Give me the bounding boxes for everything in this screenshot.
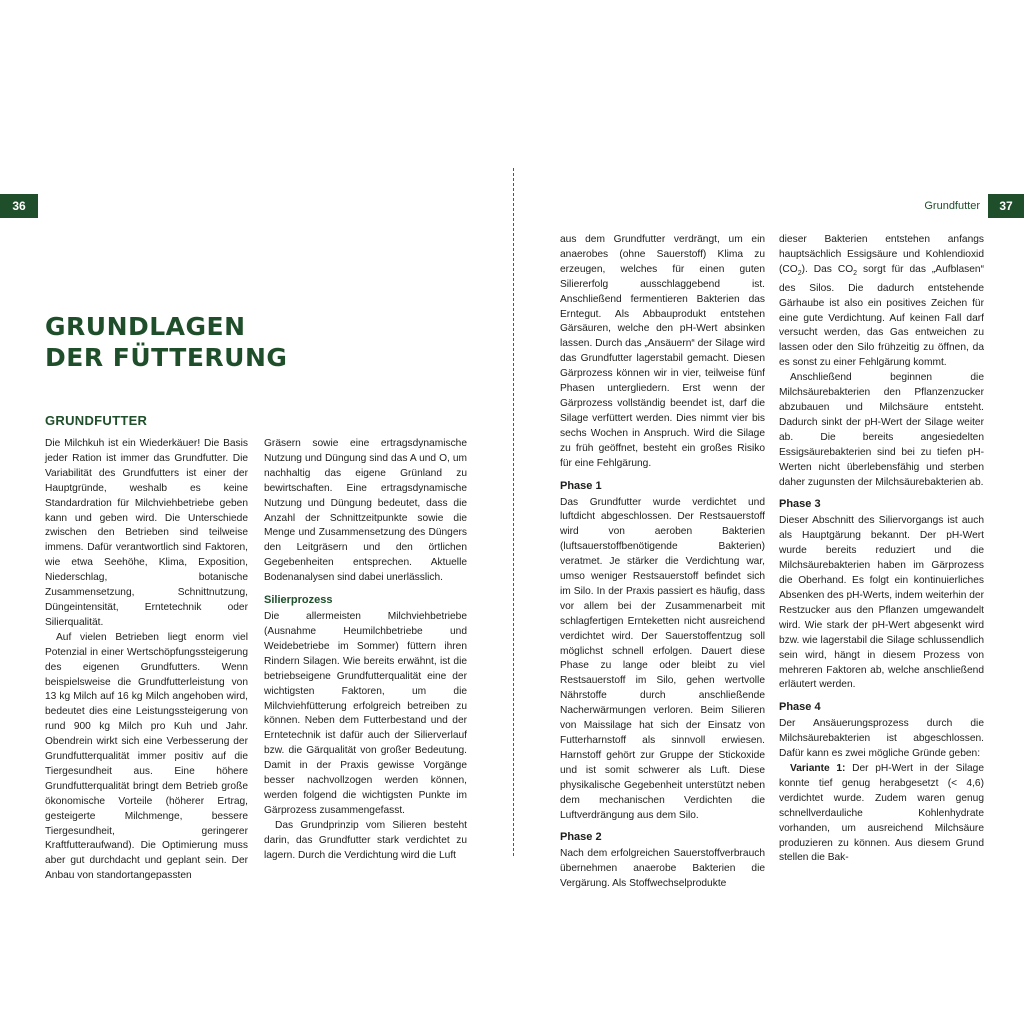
subscript: 2: [853, 269, 858, 277]
text-column-4: [779, 233, 984, 866]
paragraph: Dieser Abschnitt des Siliervorgangs ist auch als Hauptgärung bekannt. Der pH-Wert wurde bereits reduziert und die Milchsäurebakterien haben im Gärprozess die Oberhand. Es folgt ein kontinuierliches Absenken des pH-Werts, indem weiterhin der Restzucker aus den Pflanzen umgewandelt wird. Wie stark der pH-Wert abgesenkt wird bzw. wie lagerstabil die Silage schlussendlich sein wird, hängt in diesem Prozess von mehreren Faktoren ab, welche anschließend erläutert werden.: [779, 515, 984, 691]
paragraph: [779, 233, 984, 371]
text-column-2: [264, 437, 467, 863]
text-run: sorgt für das „Aufblasen“ des Silos. Die dadurch entstehende Gärhaube ist also ein positives Zeichen für eine gute Verdichtung. Auf keinen Fall darf versucht werden, das Gas entweichen zu lassen oder den Silo frühzeitig zu öffnen, da es sonst zu einer Fehlgärung kommt.: [779, 263, 984, 369]
heading-phase-1: Phase 1: [560, 479, 602, 492]
heading-phase-3: Phase 3: [779, 498, 821, 511]
heading-phase-4: Phase 4: [779, 701, 821, 714]
paragraph: Das Grundfutter wurde verdichtet und luftdicht abgeschlossen. Der Restsauerstoff wird von aeroben Bakterien (luftsauerstoffbenötigende Bakterien) veratmet. Je stärker die Verdichtung war, umso weniger Restsauerstoff befindet sich im Silo. In der Praxis passiert es häufig, dass vor allem bei der Zusammenarbeit mit schlagfertigen Ernteketten nicht ausreichend verdichtet wird. Der Sauerstoffentzug soll möglichst schnell erfolgen. Dauert diese Phase zu lange oder bleibt zu viel Restsauerstoff im Silo, gehen wertvolle Nährstoffe durch anschließende Nacherwärmungen verloren. Beim Silieren von Maissilage hat sich der Einsatz von Futterharnstoff als sinnvoll erwiesen. Harnstoff gehört zur Gruppe der Stickoxide und ist somit schwerer als Luft. Diese physikalische Gegebenheit unterstützt neben dem mechanischen Verdichten die Luftverdrängung aus dem Silo.: [560, 496, 765, 821]
page-number-left: 36: [0, 194, 38, 218]
variant-label: Variante 1:: [790, 763, 846, 775]
paragraph: Die Milchkuh ist ein Wiederkäuer! Die Basis jeder Ration ist immer das Grundfutter. Die Variabilität des Grundfutters ist einer der Hauptgründe, weshalb es keine Standardration für Milchviehbetriebe geben kann und geben wird. Die Unterschiede zwischen den Betrieben sind teilweise immens. Dafür verantwortlich sind Faktoren, wie etwa Seehöhe, Klima, Exposition, Niederschlag, botanische Zusammensetzung, Schnittnutzung, Düngeintensität, Erntetechnik oder Silierqualität.: [45, 438, 248, 628]
chapter-title: [45, 311, 287, 373]
chapter-title-line-1: GRUNDLAGEN: [45, 312, 246, 341]
paragraph: aus dem Grundfutter verdrängt, um ein anaerobes (ohne Sauerstoff) Klima zu erzeugen, welches für einen guten Siliererfolg ausschlaggebend ist. Anschließend fermentieren Bakterien das Erntegut. Als Abbauprodukt entstehen Gärsäuren, welche den pH-Wert absinken lassen. Durch das „Ansäuern“ der Silage wird das Grundfutter lagerstabil gemacht. Diesen Gärprozess können wir in vier, teilweise fünf Phasen untergliedern. Erst wenn der Gärprozess vollständig beendet ist, darf die Silage verfüttert werden. Dies nimmt vier bis sechs Wochen in Anspruch. Wird die Silage zu früh geöffnet, besteht ein großes Risiko für eine Fehlgärung.: [560, 234, 765, 469]
chapter-title-line-2: DER FÜTTERUNG: [45, 343, 288, 372]
paragraph: Die allermeisten Milchviehbetriebe (Ausnahme Heumilchbetriebe und Weidebetriebe im Sommer) füttern ihren Rindern Silagen. Wie bereits erwähnt, ist die betriebseigene Grundfutterqualität eine der wichtigsten Faktoren, um die Milchviehfütterung erfolgreich betreiben zu können. Neben dem Futterbestand und der Erntetechnik ist dafür auch der Silierverlauf bzw. die Gärqualität von großer Bedeutung. Damit in der Praxis gewisse Vorgänge besser nachvollzogen werden können, werden folgend die wichtigsten Punkte im Gärprozess zusammengefasst.: [264, 611, 467, 816]
paragraph: Das Grundprinzip vom Silieren besteht darin, das Grundfutter stark verdichtet zu lagern. Durch die Verdichtung wird die Luft: [264, 819, 467, 861]
heading-phase-2: Phase 2: [560, 831, 602, 844]
text-column-3: [560, 233, 765, 892]
subscript: 2: [797, 269, 802, 277]
text-run: Der pH-Wert in der Silage konnte tief genug herabgesetzt (< 4,6) verdichtet wurde. Zudem waren genug schnellverdauliche Kohlenhydrate vorhanden, um ausreichend Milchsäure produzieren zu können. Aus diesem Grund stellen die Bak-: [779, 763, 985, 864]
book-spine-divider: [513, 168, 514, 856]
paragraph: Der Ansäuerungsprozess durch die Milchsäurebakterien ist abgeschlossen. Dafür kann es zwei mögliche Gründe geben:: [779, 718, 984, 760]
subheading-silierprozess: Silierprozess: [264, 594, 333, 607]
paragraph: Nach dem erfolgreichen Sauerstoffverbrauch übernehmen anaerobe Bakterien die Vergärung. Als Stoffwechselprodukte: [560, 848, 765, 890]
paragraph: Anschließend beginnen die Milchsäurebakterien den Pflanzenzucker abzubauen und Milchsäure entsteht. Dadurch sinkt der pH-Wert der Silage weiter ab. Die bereits angesiedelten Essigsäurebakterien sind bei zu tiefen pH-Werten nicht überlebensfähig und sterben daher zugunsten der Milchsäurebakterien ab.: [779, 372, 984, 488]
page-number-right: 37: [988, 194, 1024, 218]
text-column-1: [45, 437, 248, 884]
paragraph: Auf vielen Betrieben liegt enorm viel Potenzial in einer Wertschöpfungssteigerung des eigenen Grundfutters. Wenn beispielsweise die Grundfutterleistung von 13 kg Milch auf 16 kg Milch angehoben wird, bedeutet dies eine Leistungssteigerung von rund 900 kg Milch pro Kuh und Jahr. Obendrein wirkt sich eine Verbesserung der Grundfutterqualität immer positiv auf die Tiergesundheit aus. Eine höhere Grundfutterqualität bringt dem Betrieb große ökonomische Vorteile (höherer Ertrag, gesteigerte Milchmenge, bessere Tiergesundheit, geringerer Kraftfutteraufwand). Die Optimierung muss aber gut durchdacht und geplant sein. Der Anbau von standortangepassten: [45, 631, 248, 882]
section-title: GRUNDFUTTER: [45, 413, 148, 428]
paragraph: [779, 762, 984, 866]
running-head: Grundfutter: [924, 200, 980, 212]
text-run: dieser Bakterien entstehen anfangs hauptsächlich Essigsäure und Kohlendioxid (CO: [779, 234, 984, 275]
text-run: ). Das CO: [801, 263, 854, 275]
paragraph: Gräsern sowie eine ertragsdynamische Nutzung und Düngung sind das A und O, um nachhaltig das eigene Grünland zu bewirtschaften. Eine ertragsdynamische Nutzung und Düngung bedeutet, dass die Anzahl der Schnittzeitpunkte sowie die Menge und Zusammensetzung des Düngers den Leitgräsern und den örtlichen Gegebenheiten entsprechen. Aktuelle Bodenanalysen sind dabei unerlässlich.: [264, 438, 467, 584]
